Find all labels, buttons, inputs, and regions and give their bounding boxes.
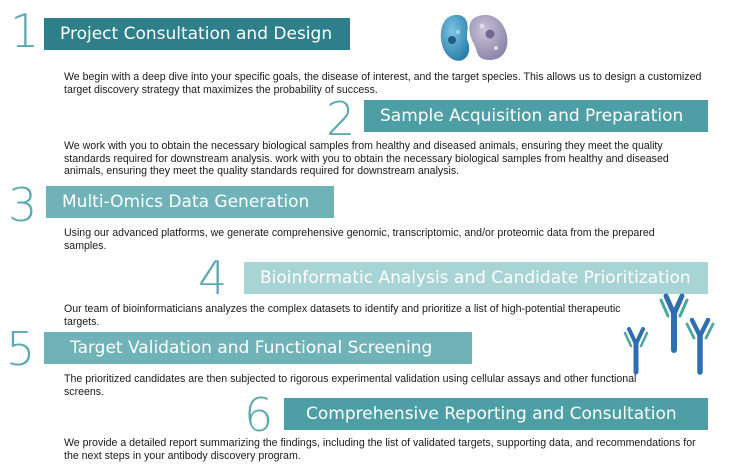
- step-title-4: Bioinformatic Analysis and Candidate Prioritization: [244, 262, 708, 294]
- step-description-1: We begin with a deep dive into your specific goals, the disease of interest, and the target species. This allows us to design a customized target discovery strategy that maximizes the probability of success.: [64, 71, 702, 96]
- step-description-5: The prioritized candidates are then subjected to rigorous experimental validation using cellular assays and other functional screens.: [64, 373, 637, 398]
- step-description-6: We provide a detailed report summarizing the findings, including the list of validated targets, supporting data, and recommendations for the next steps in your antibody discovery program.: [64, 437, 696, 462]
- step-title-6: Comprehensive Reporting and Consultation: [284, 398, 708, 430]
- step-number-6: 6: [244, 388, 274, 442]
- cells-illustration-icon: [436, 8, 516, 64]
- step-number-3: 3: [8, 178, 38, 232]
- step-number-4: 4: [198, 251, 228, 305]
- step-description-4: Our team of bioinformaticians analyzes the complex datasets to identify and prioritize a list of high-potential therapeutic targets.: [64, 303, 621, 328]
- step-description-2: We work with you to obtain the necessary biological samples from healthy and diseased animals, ensuring they meet the quality standards required for downstream analysis. work with you to obtain the necessary biological samples from healthy and diseased animals, ensuring they meet the quality standards required for downstream analysis.: [64, 140, 669, 178]
- antibody-illustration-icon: [618, 292, 730, 376]
- step-description-3: Using our advanced platforms, we generate comprehensive genomic, transcriptomic, and/or proteomic data from the prepared samples.: [64, 227, 655, 252]
- step-number-5: 5: [6, 322, 36, 376]
- step-title-5: Target Validation and Functional Screening: [44, 332, 472, 364]
- step-number-2: 2: [326, 92, 356, 146]
- step-number-1: 1: [10, 4, 40, 58]
- step-title-3: Multi-Omics Data Generation: [46, 186, 334, 218]
- step-title-1: Project Consultation and Design: [44, 18, 350, 50]
- step-title-2: Sample Acquisition and Preparation: [364, 100, 708, 132]
